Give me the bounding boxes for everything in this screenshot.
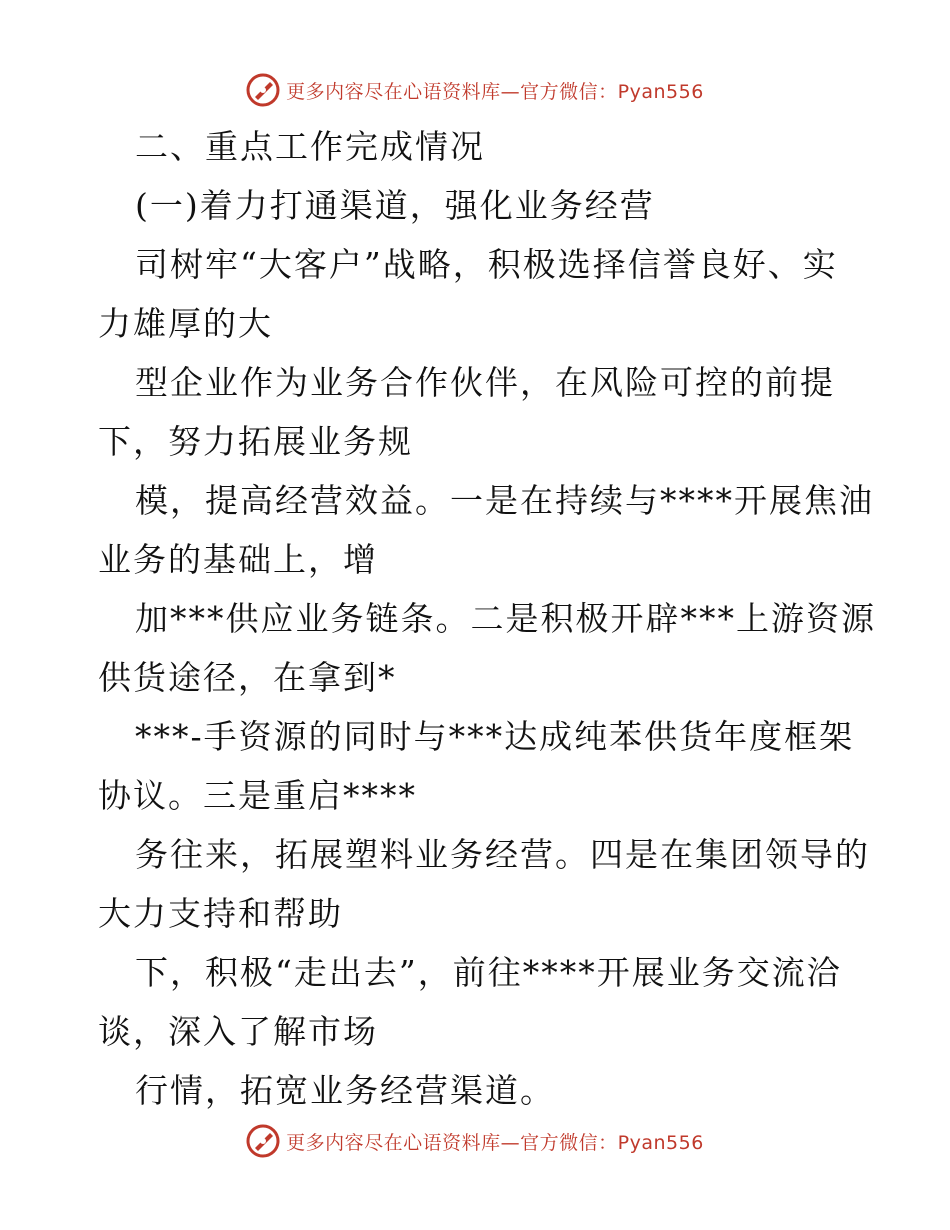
paragraph-line: 模，提高经营效益。一是在持续与****开展焦油 [135, 481, 874, 520]
paragraph-line: 协议。三是重启**** [98, 776, 417, 815]
footer-watermark [0, 1121, 950, 1161]
paragraph-line: 大力支持和帮助 [98, 894, 343, 933]
paragraph-line: 下，努力拓展业务规 [98, 422, 413, 461]
section-heading: 二、重点工作完成情况 [135, 127, 485, 166]
paragraph-line: ***-手资源的同时与***达成纯苯供货年度框架 [135, 717, 855, 756]
pen-logo-icon [246, 73, 280, 107]
paragraph-line: 型企业作为业务合作伙伴，在风险可控的前提 [135, 363, 835, 402]
paragraph-line: 谈，深入了解市场 [98, 1012, 378, 1051]
paragraph-line: 行情，拓宽业务经营渠道。 [135, 1071, 555, 1110]
subsection-heading: (一)着力打通渠道，强化业务经营 [135, 186, 655, 225]
paragraph-line: 力雄厚的大 [98, 304, 273, 343]
paragraph-line: 业务的基础上，增 [98, 540, 378, 579]
paragraph-line: 下，积极“走出去”，前往****开展业务交流洽 [135, 953, 842, 992]
watermark-text: 更多内容尽在心语资料库—官方微信：Pyan556 [286, 1131, 704, 1154]
paragraph-line: 供货途径，在拿到* [98, 658, 397, 697]
paragraph-line: 司树牢“大客户”战略，积极选择信誉良好、实 [135, 245, 838, 284]
paragraph-line: 务往来，拓展塑料业务经营。四是在集团领导的 [135, 835, 870, 874]
watermark-text: 更多内容尽在心语资料库—官方微信：Pyan556 [286, 80, 704, 103]
pen-logo-icon [246, 1124, 280, 1158]
header-watermark [0, 70, 950, 110]
paragraph-line: 加***供应业务链条。二是积极开辟***上游资源 [135, 599, 876, 638]
